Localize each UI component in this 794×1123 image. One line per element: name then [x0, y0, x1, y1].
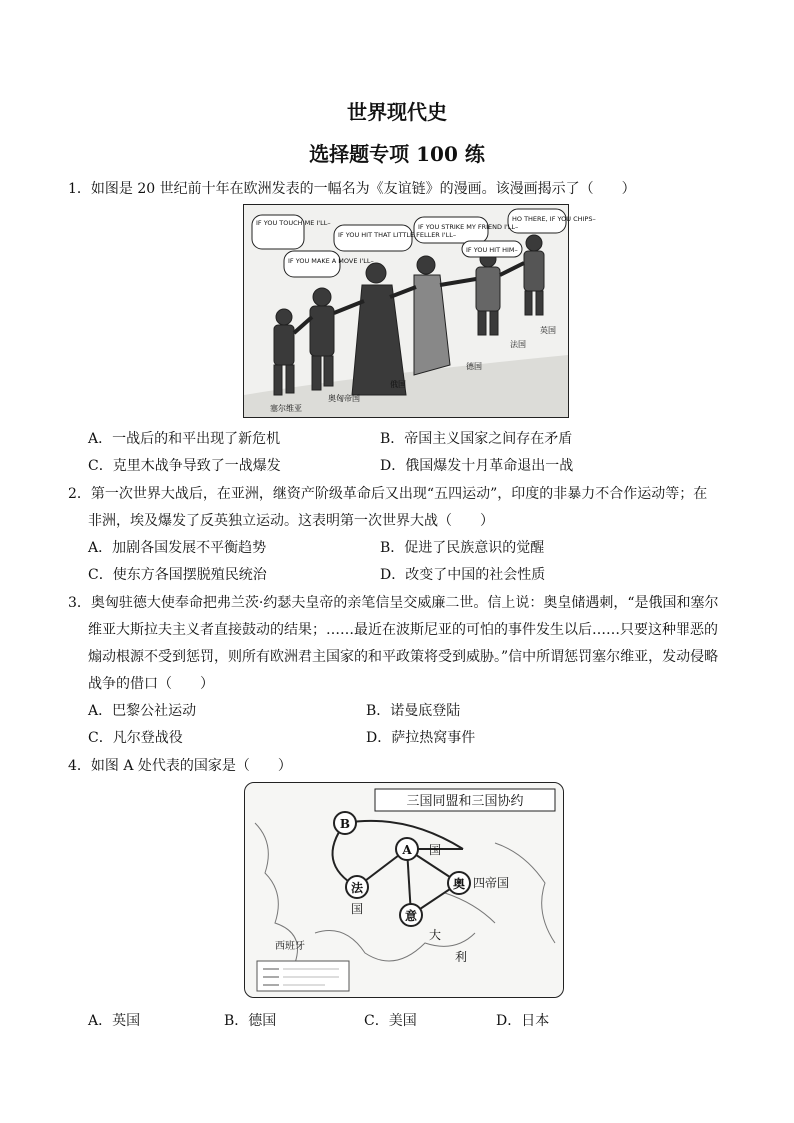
- map-label-da: 大: [429, 928, 442, 942]
- q4-option-b[interactable]: B．德国: [224, 1013, 277, 1029]
- map-label-li: 利: [455, 950, 468, 964]
- q3-option-c[interactable]: C．凡尔登战役: [88, 730, 183, 746]
- alliance-map: [244, 782, 564, 998]
- page-title: 世界现代史: [347, 100, 447, 124]
- q4-option-c[interactable]: C．美国: [364, 1013, 417, 1029]
- map-label-empire: 四帝国: [473, 876, 510, 890]
- map-node-france: 法: [350, 881, 364, 895]
- q1-option-b[interactable]: B．帝国主义国家之间存在矛盾: [380, 431, 573, 447]
- map-node-austria: 奥: [452, 877, 466, 891]
- q3-stem-line2: 维亚大斯拉夫主义者直接鼓动的结果；……最近在波斯尼亚的可怕的事件发生以后……只要这种罪恶的: [88, 622, 718, 638]
- map-title: 三国同盟和三国协约: [406, 794, 524, 809]
- label-serbia: 塞尔维亚: [270, 404, 302, 413]
- map-node-italy: 意: [404, 909, 418, 923]
- map-label-guo-2: 国: [351, 902, 364, 916]
- bubble-france: IF YOU HIT HIM–: [466, 246, 518, 254]
- q2-option-c[interactable]: C．使东方各国摆脱殖民统治: [88, 567, 267, 583]
- q1-option-d[interactable]: D．俄国爆发十月革命退出一战: [380, 458, 574, 474]
- label-russia: 俄国: [390, 380, 406, 389]
- q3-option-d[interactable]: D．萨拉热窝事件: [366, 730, 476, 746]
- q4-option-a[interactable]: A．英国: [88, 1013, 141, 1029]
- q4-stem: 4．如图 A 处代表的国家是（ ）: [68, 758, 292, 774]
- q3-stem-line3: 煽动根源不受到惩罚，则所有欧洲君主国家的和平政策将受到威胁。”信中所谓惩罚塞尔维亚，发动侵略: [88, 649, 719, 665]
- q2-option-a[interactable]: A．加剧各国发展不平衡趋势: [88, 540, 267, 556]
- page-subtitle: 选择题专项 100 练: [309, 142, 485, 166]
- q3-option-a[interactable]: A．巴黎公社运动: [88, 703, 197, 719]
- q2-stem-line2: 非洲，埃及爆发了反英独立运动。这表明第一次世界大战（ ）: [88, 513, 494, 529]
- q1-option-c[interactable]: C．克里木战争导致了一战爆发: [88, 458, 281, 474]
- map-node-b: B: [339, 817, 351, 831]
- friendship-chain-cartoon: [243, 204, 596, 418]
- q1-option-a[interactable]: A．一战后的和平出现了新危机: [88, 431, 281, 447]
- q2-option-b[interactable]: B．促进了民族意识的觉醒: [380, 540, 545, 556]
- q3-stem-line1: 3．奥匈驻德大使奉命把弗兰茨·约瑟夫皇帝的亲笔信呈交威廉二世。信上说：奥皇储遇刺，“是俄国和塞尔: [68, 595, 719, 611]
- q4-option-d[interactable]: D．日本: [496, 1013, 550, 1029]
- bubble-britain: HO THERE, IF YOU CHIPS–: [512, 215, 596, 223]
- q1-stem: 1．如图是 20 世纪前十年在欧洲发表的一幅名为《友谊链》的漫画。该漫画揭示了（ ）: [68, 181, 636, 197]
- q2-stem-line1: 2．第一次世界大战后，在亚洲，继资产阶级革命后又出现“五四运动”，印度的非暴力不合作运动等；在: [68, 486, 708, 502]
- bubble-russia: IF YOU HIT THAT LITTLE FELLER I'LL–: [338, 231, 457, 239]
- bubble-austria: IF YOU MAKE A MOVE I'LL–: [288, 257, 374, 265]
- map-label-spain: 西班牙: [275, 941, 305, 952]
- label-britain: 英国: [540, 326, 556, 335]
- q2-option-d[interactable]: D．改变了中国的社会性质: [380, 567, 546, 583]
- map-label-guo-1: 国: [429, 843, 442, 857]
- q3-option-b[interactable]: B．诺曼底登陆: [366, 703, 461, 719]
- label-france: 法国: [510, 340, 526, 349]
- q3-stem-line4: 战争的借口（ ）: [88, 676, 214, 692]
- bubble-germany: IF YOU STRIKE MY FRIEND I'LL–: [418, 223, 519, 231]
- label-austria-hungary: 奥匈帝国: [328, 394, 360, 403]
- bubble-serbia: IF YOU TOUCH ME I'LL–: [256, 219, 331, 227]
- label-germany: 德国: [466, 362, 482, 371]
- map-node-a: A: [402, 843, 412, 857]
